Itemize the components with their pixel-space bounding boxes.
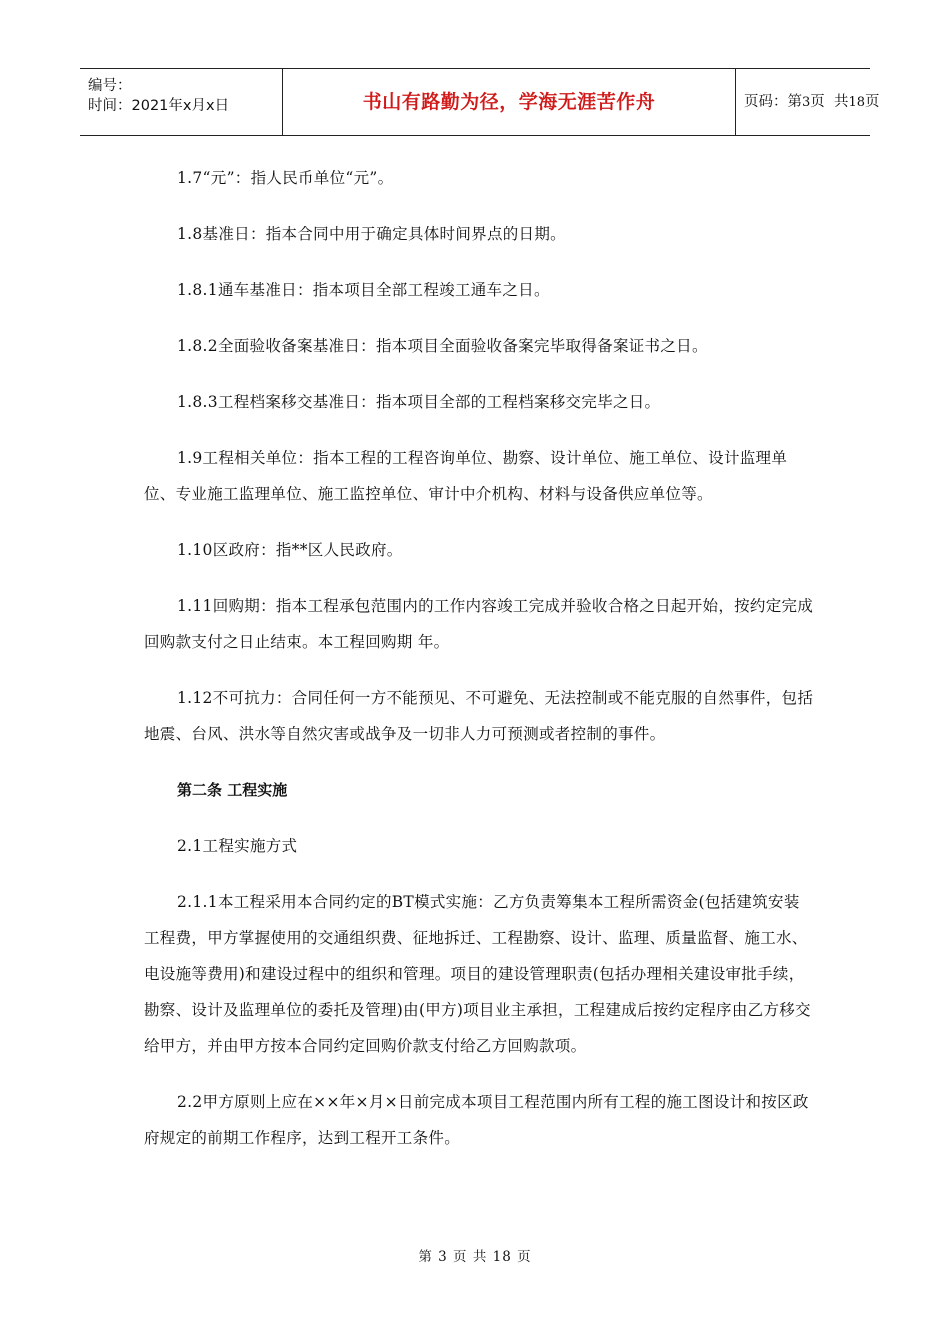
clause-1-12: 1.12不可抗力：合同任何一方不能预见、不可避免、无法控制或不能克服的自然事件，包括地震、台风、洪水等自然灾害或战争及一切非人力可预测或者控制的事件。 [144,689,814,743]
header-motto: 书山有路勤为径，学海无涯苦作舟 [282,69,736,135]
page-info-total: 18 [848,95,866,110]
clause-2-2: 2.2甲方原则上应在××年×月×日前完成本项目工程范围内所有工程的施工图设计和按区政府规定的前期工作程序，达到工程开工条件。 [144,1093,809,1147]
page-info-current: 3 [802,95,811,110]
section-heading: 第二条 工程实施 [177,781,288,799]
clause-1-11: 1.11回购期：指本工程承包范围内的工作内容竣工完成并验收合格之日起开始，按约定完成回购款支付之日止结束。本工程回购期 年。 [144,597,814,651]
document-number-label: 编号： [88,78,132,94]
document-header [80,68,880,136]
page-info-suffix: 页 [865,94,880,110]
page-info-prefix: 页码：第 [744,94,802,110]
document-date-label: 时间：2021年x月x日 [88,98,230,114]
clause-1-8: 1.8基准日：指本合同中用于确定具体时间界点的日期。 [177,225,566,243]
page-footer: 第 3 页 共 18 页 [418,1249,532,1265]
header-meta [80,69,282,135]
clause-1-7: 1.7“元”：指人民币单位“元”。 [177,169,394,187]
header-page-info [744,69,880,135]
page-info-middle: 页 共 [810,94,849,110]
document-body [144,160,814,1176]
clause-1-8-3: 1.8.3工程档案移交基准日：指本项目全部的工程档案移交完毕之日。 [177,393,661,411]
clause-1-8-1: 1.8.1通车基准日：指本项目全部工程竣工通车之日。 [177,281,550,299]
clause-1-9: 1.9工程相关单位：指本工程的工程咨询单位、勘察、设计单位、施工单位、设计监理单位、专业施工监理单位、施工监控单位、审计中介机构、材料与设备供应单位等。 [144,449,788,503]
clause-1-10: 1.10区政府：指**区人民政府。 [177,541,403,559]
clause-2-1: 2.1工程实施方式 [177,837,298,855]
clause-1-8-2: 1.8.2全面验收备案基准日：指本项目全面验收备案完毕取得备案证书之日。 [177,337,708,355]
clause-2-1-1: 2.1.1本工程采用本合同约定的BT模式实施：乙方负责筹集本工程所需资金(包括建筑安装工程费，甲方掌握使用的交通组织费、征地拆迁、工程勘察、设计、监理、质量监督、施工水、电设施等费用)和建设过程中的组织和管理。项目的建设管理职责(包括办理相关建设审批手续，勘察、设计及监理单位的委托及管理)由(甲方)项目业主承担，工程建成后按约定程序由乙方移交给甲方，并由甲方按本合同约定回购价款支付给乙方回购款项。 [144,893,811,1055]
